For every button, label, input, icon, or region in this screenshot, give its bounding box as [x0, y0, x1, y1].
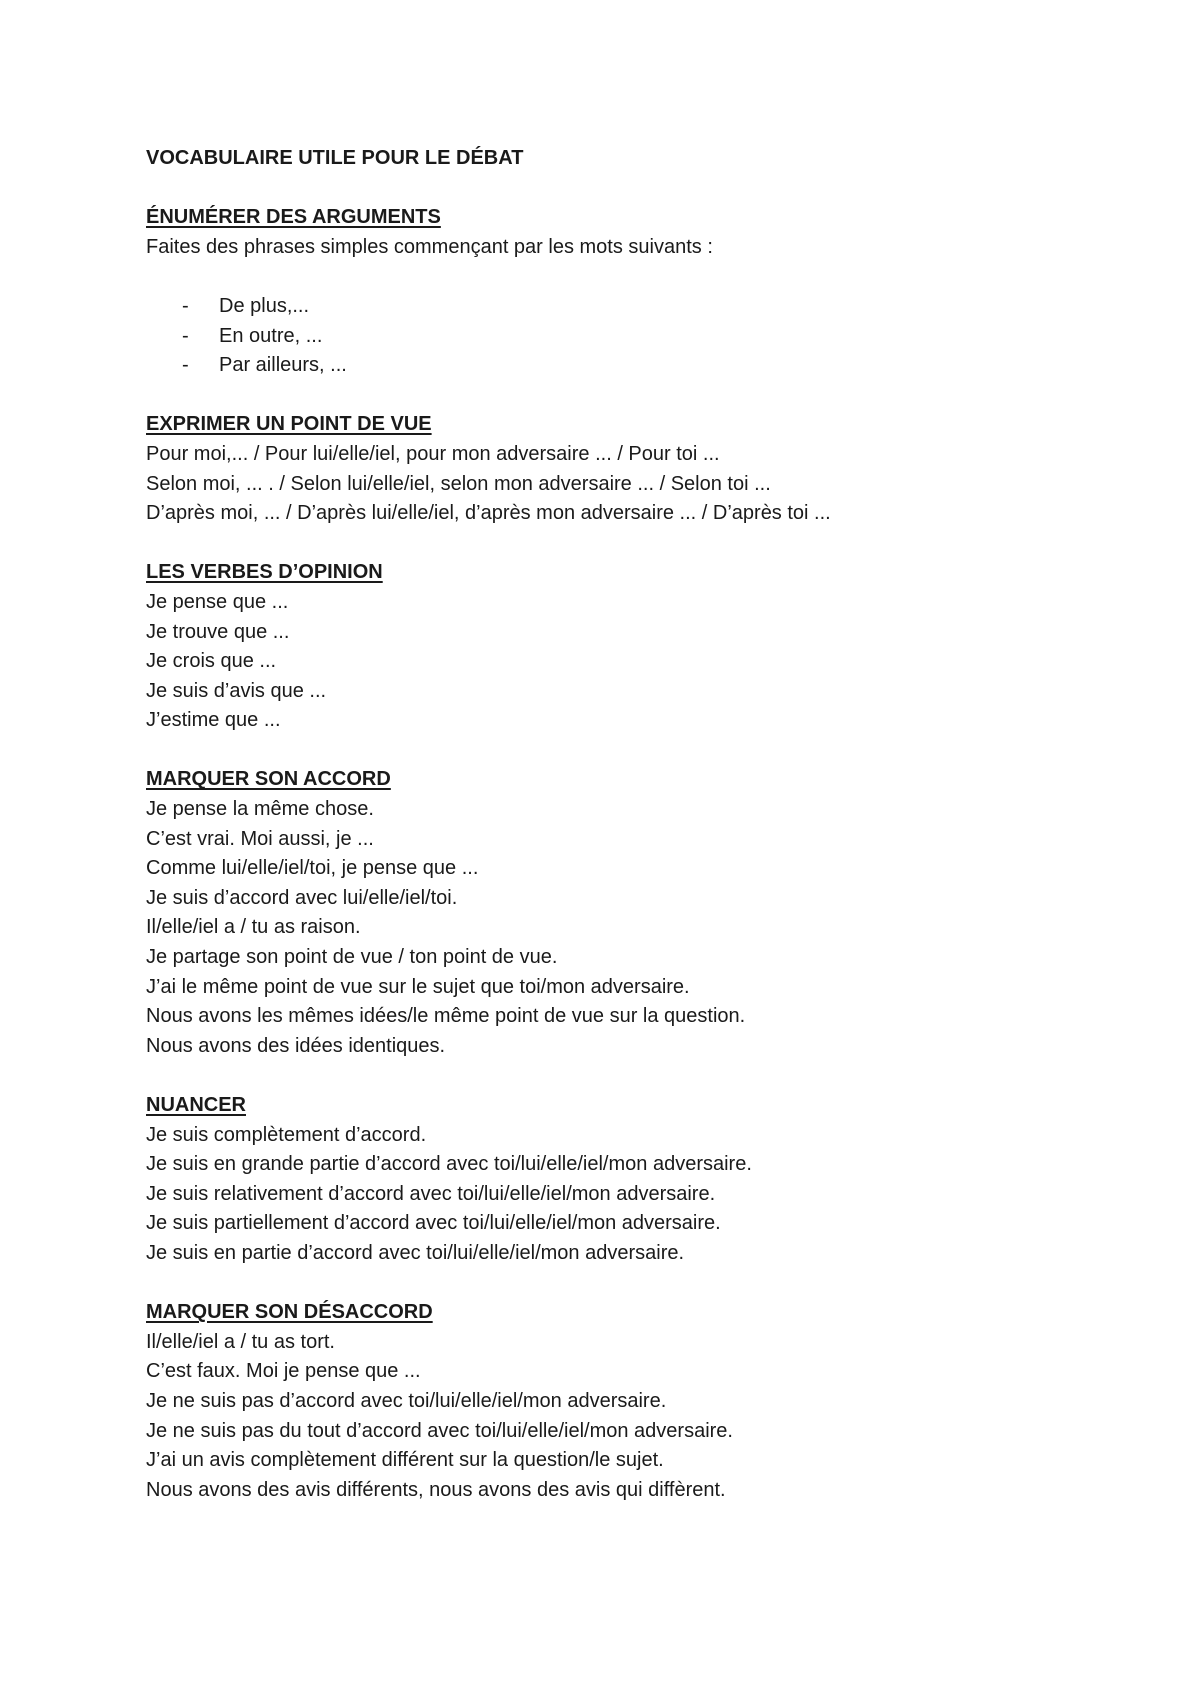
document-page	[146, 144, 1106, 1505]
text-line: Je suis complètement d’accord.	[146, 1123, 427, 1146]
text-line: Je trouve que ...	[146, 620, 290, 643]
text-line: Je pense la même chose.	[146, 798, 374, 821]
section-heading: LES VERBES D’OPINION	[146, 561, 383, 584]
bullet-marker: -	[182, 294, 189, 317]
section-verbes-opinion	[146, 558, 1106, 736]
text-line: Nous avons les mêmes idées/le même point de vue sur la question.	[146, 1005, 746, 1028]
text-line: Il/elle/iel a / tu as raison.	[146, 916, 361, 939]
text-line: Je ne suis pas d’accord avec toi/lui/elle/iel/mon adversaire.	[146, 1389, 667, 1412]
text-line: Pour moi,... / Pour lui/elle/iel, pour mon adversaire ... / Pour toi ...	[146, 442, 720, 465]
section-nuancer	[146, 1091, 1106, 1269]
section-heading: MARQUER SON ACCORD	[146, 768, 391, 791]
text-line: J’estime que ...	[146, 709, 281, 732]
text-line: Je crois que ...	[146, 650, 277, 673]
text-line: Il/elle/iel a / tu as tort.	[146, 1330, 335, 1353]
text-line: Nous avons des idées identiques.	[146, 1034, 446, 1057]
section-intro: Faites des phrases simples commençant par les mots suivants :	[146, 235, 713, 258]
bullet-marker: -	[182, 324, 189, 347]
text-line: Je suis en grande partie d’accord avec toi/lui/elle/iel/mon adversaire.	[146, 1153, 752, 1176]
text-line: Comme lui/elle/iel/toi, je pense que ...	[146, 857, 479, 880]
text-line: Je suis relativement d’accord avec toi/lui/elle/iel/mon adversaire.	[146, 1182, 716, 1205]
section-heading: MARQUER SON DÉSACCORD	[146, 1301, 433, 1324]
section-marquer-desaccord	[146, 1298, 1106, 1505]
bullet-marker: -	[182, 354, 189, 377]
text-line: C’est faux. Moi je pense que ...	[146, 1360, 421, 1383]
section-heading: EXPRIMER UN POINT DE VUE	[146, 413, 432, 436]
list-item-text: En outre, ...	[219, 324, 323, 347]
section-marquer-accord	[146, 765, 1106, 1061]
list-item-text: De plus,...	[219, 294, 310, 317]
section-heading: NUANCER	[146, 1094, 246, 1116]
section-enumerer-arguments	[146, 203, 1106, 381]
text-line: Je partage son point de vue / ton point de vue.	[146, 946, 558, 969]
text-line: C’est vrai. Moi aussi, je ...	[146, 827, 374, 850]
text-line: Je suis en partie d’accord avec toi/lui/elle/iel/mon adversaire.	[146, 1241, 685, 1264]
text-line: Je suis d’avis que ...	[146, 679, 327, 702]
section-exprimer-point-de-vue	[146, 410, 1106, 528]
bullet-list	[146, 292, 1106, 381]
text-line: Je pense que ...	[146, 590, 289, 613]
list-item	[146, 292, 1106, 322]
list-item	[146, 351, 1106, 381]
text-line: Je suis partiellement d’accord avec toi/lui/elle/iel/mon adversaire.	[146, 1212, 721, 1235]
list-item-text: Par ailleurs, ...	[219, 354, 347, 377]
text-line: Nous avons des avis différents, nous avons des avis qui diffèrent.	[146, 1478, 726, 1501]
text-line: Selon moi, ... . / Selon lui/elle/iel, selon mon adversaire ... / Selon toi ...	[146, 472, 771, 495]
section-heading: ÉNUMÉRER DES ARGUMENTS	[146, 206, 441, 229]
text-line: Je suis d’accord avec lui/elle/iel/toi.	[146, 886, 458, 909]
text-line: J’ai le même point de vue sur le sujet que toi/mon adversaire.	[146, 975, 690, 998]
list-item	[146, 322, 1106, 352]
text-line: Je ne suis pas du tout d’accord avec toi/lui/elle/iel/mon adversaire.	[146, 1419, 733, 1442]
text-line: J’ai un avis complètement différent sur la question/le sujet.	[146, 1449, 664, 1472]
text-line: D’après moi, ... / D’après lui/elle/iel, d’après mon adversaire ... / D’après toi ...	[146, 502, 831, 525]
document-title: VOCABULAIRE UTILE POUR LE DÉBAT	[146, 147, 524, 169]
